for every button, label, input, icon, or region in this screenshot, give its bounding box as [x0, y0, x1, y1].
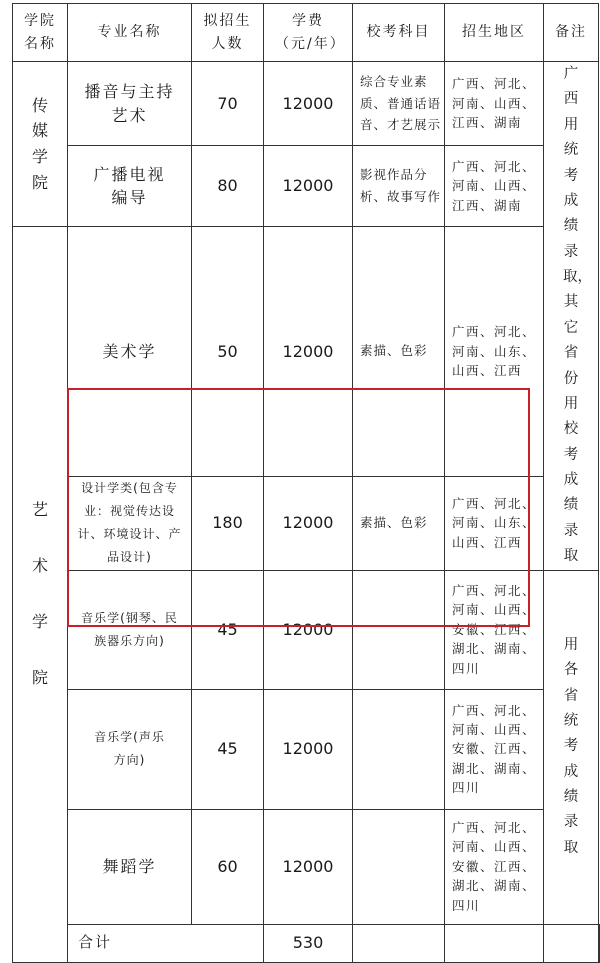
total-empty-cell — [445, 924, 544, 962]
tuition-value: 12000 — [264, 62, 353, 146]
table-row — [13, 476, 600, 570]
header-major: 专业名称 — [68, 4, 192, 62]
region-list: 广西、河北、河南、山西、安徽、江西、湖北、湖南、四川 — [445, 689, 544, 809]
table-row — [13, 689, 600, 809]
region-list: 广西、河北、河南、山西、安徽、江西、湖北、湖南、四川 — [445, 809, 544, 924]
total-empty-cell — [353, 924, 445, 962]
header-subjects: 校考科目 — [353, 4, 445, 62]
plan-count: 180 — [192, 476, 264, 570]
exam-subjects: 综合专业素质、普通话语音、才艺展示 — [353, 62, 445, 146]
region-list: 广西、河北、河南、山东、山西、江西 — [445, 227, 544, 477]
table-row — [13, 809, 600, 924]
major-name: 广播电视编导 — [68, 146, 192, 227]
header-region: 招生地区 — [445, 4, 544, 62]
region-list: 广西、河北、河南、山西、江西、湖南 — [445, 62, 544, 146]
major-name: 音乐学(声乐方向) — [68, 689, 192, 809]
exam-subjects — [353, 570, 445, 689]
remark-music-dance: 用各省统考成绩录取 — [544, 570, 599, 924]
exam-subjects — [353, 689, 445, 809]
total-label: 合计 — [68, 924, 264, 962]
plan-count: 45 — [192, 689, 264, 809]
tuition-value: 12000 — [264, 689, 353, 809]
plan-count: 80 — [192, 146, 264, 227]
exam-subjects — [353, 809, 445, 924]
header-tuition: 学费（元/年） — [264, 4, 353, 62]
tuition-value: 12000 — [264, 570, 353, 689]
header-row — [13, 4, 600, 62]
total-empty-cell — [599, 924, 600, 962]
header-remark: 备注 — [544, 4, 599, 62]
header-college: 学院名称 — [13, 4, 68, 62]
remark-media-art: 广西用统考成绩录取，其它省份用校考成绩录取 — [544, 62, 599, 571]
total-row — [13, 924, 600, 962]
exam-subjects: 素描、色彩 — [353, 476, 445, 570]
header-plan: 拟招生人数 — [192, 4, 264, 62]
total-plan-count: 530 — [264, 924, 353, 962]
plan-count: 60 — [192, 809, 264, 924]
major-name: 设计学类(包含专业：视觉传达设计、环境设计、产品设计) — [68, 476, 192, 570]
exam-subjects: 影视作品分析、故事写作 — [353, 146, 445, 227]
admission-table — [12, 3, 600, 963]
tuition-value: 12000 — [264, 476, 353, 570]
tuition-value: 12000 — [264, 146, 353, 227]
table-row — [13, 570, 600, 689]
major-name: 美术学 — [68, 227, 192, 477]
college-arts: 艺术学院 — [13, 227, 68, 963]
major-name: 音乐学(钢琴、民族器乐方向) — [68, 570, 192, 689]
exam-subjects: 素描、色彩 — [353, 227, 445, 477]
table-row — [13, 227, 600, 477]
region-list: 广西、河北、河南、山西、安徽、江西、湖北、湖南、四川 — [445, 570, 544, 689]
college-media: 传媒学院 — [13, 62, 68, 227]
tuition-value: 12000 — [264, 227, 353, 477]
plan-count: 70 — [192, 62, 264, 146]
table-row — [13, 62, 600, 146]
major-name: 舞蹈学 — [68, 809, 192, 924]
plan-count: 50 — [192, 227, 264, 477]
tuition-value: 12000 — [264, 809, 353, 924]
table-row — [13, 146, 600, 227]
major-name: 播音与主持艺术 — [68, 62, 192, 146]
region-list: 广西、河北、河南、山西、江西、湖南 — [445, 146, 544, 227]
total-empty-cell — [544, 924, 599, 962]
plan-count: 45 — [192, 570, 264, 689]
region-list: 广西、河北、河南、山东、山西、江西 — [445, 476, 544, 570]
